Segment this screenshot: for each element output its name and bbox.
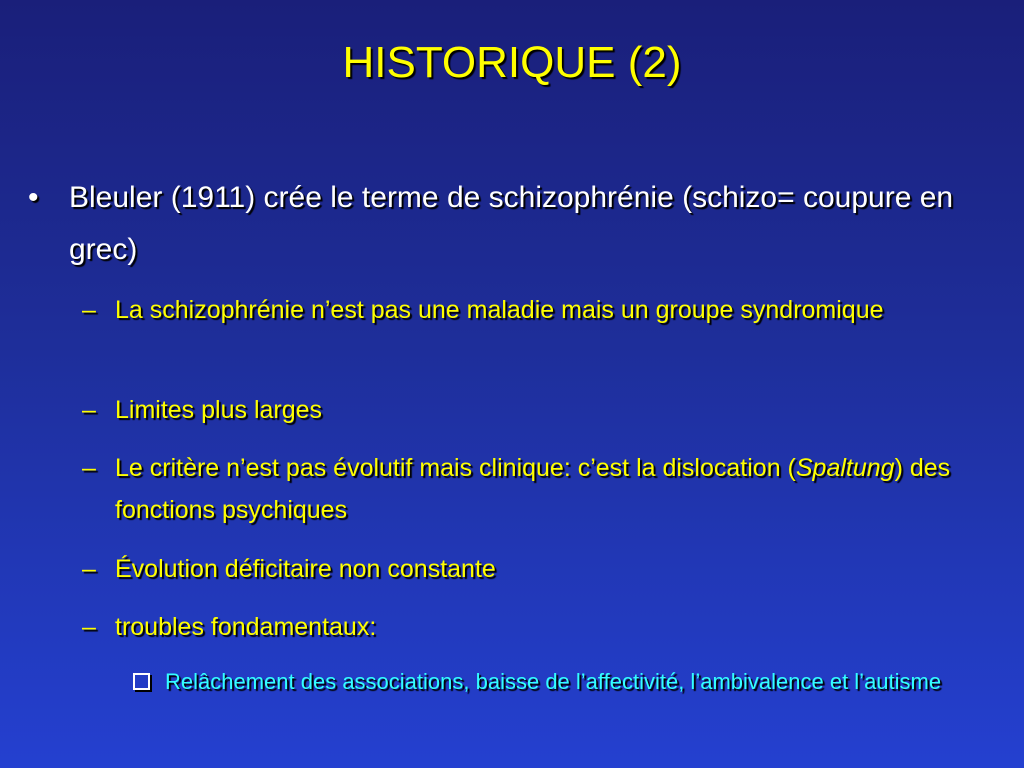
dash-marker: – xyxy=(82,613,96,641)
subitem-text: troubles fondamentaux: xyxy=(115,613,377,641)
dash-marker: – xyxy=(82,555,96,583)
subitem-text: Limites plus larges xyxy=(115,396,323,424)
bullet-marker: • xyxy=(28,181,39,214)
checkbox-icon xyxy=(133,673,150,690)
dash-marker: – xyxy=(82,454,96,482)
dash-marker: – xyxy=(82,396,96,424)
bullet-text: Bleuler (1911) crée le terme de schizophrénie (schizo= coupure en grec) xyxy=(69,181,954,266)
subitem-text: La schizophrénie n’est pas une maladie mais un groupe syndromique xyxy=(115,296,884,324)
subitem-troubles xyxy=(82,606,962,648)
subitem-evolution xyxy=(82,548,962,590)
subitem-groupe-syndromique xyxy=(82,289,962,331)
subitem-limites xyxy=(82,389,962,431)
subsubitem-text: Relâchement des associations, baisse de l’affectivité, l’ambivalence et l’autisme xyxy=(165,669,942,694)
subitem-text-italic: Spaltung xyxy=(795,454,895,482)
subitem-text-before: Le critère n’est pas évolutif mais clinique: c’est la dislocation ( xyxy=(115,454,796,482)
subitem-text xyxy=(115,447,962,531)
slide-title: HISTORIQUE (2) xyxy=(342,38,682,87)
dash-marker: – xyxy=(82,296,96,324)
bullet-item xyxy=(28,172,968,276)
subitem-critere xyxy=(82,447,962,531)
subsubitem xyxy=(133,663,983,701)
subitem-text: Évolution déficitaire non constante xyxy=(115,555,496,583)
subitem-text-after: ) des fonctions psychiques xyxy=(115,454,951,524)
